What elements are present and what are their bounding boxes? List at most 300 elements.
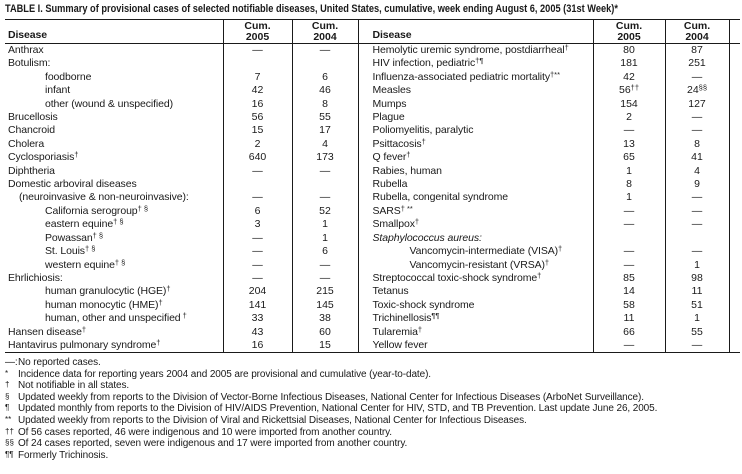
filler-cell	[729, 205, 740, 218]
value-cell	[593, 285, 665, 298]
value-text: —	[252, 271, 263, 284]
value-cell	[593, 165, 665, 178]
value-text: 16	[251, 338, 264, 351]
disease-cell	[5, 84, 223, 97]
value-cell	[292, 138, 358, 151]
filler-cell	[729, 339, 740, 353]
value-cell	[223, 312, 292, 325]
footnote-line	[5, 438, 740, 450]
value-cell	[665, 272, 729, 285]
value-cell	[223, 285, 292, 298]
value-cell	[665, 98, 729, 111]
value-cell	[665, 245, 729, 258]
disease-label: Chancroid	[8, 124, 55, 137]
footnote-marker: † §	[92, 230, 104, 240]
value-cell	[593, 312, 665, 325]
value-cell	[593, 138, 665, 151]
value-cell	[292, 98, 358, 111]
value-cell	[223, 124, 292, 137]
value-text: 1	[626, 164, 632, 177]
value-text: 8	[322, 97, 328, 110]
value-cell	[593, 151, 665, 164]
disease-cell	[358, 165, 593, 178]
value-cell	[665, 165, 729, 178]
disease-label: Hansen disease	[8, 325, 82, 338]
table-row	[5, 84, 740, 97]
value-text: 98	[691, 271, 703, 284]
value-cell	[593, 71, 665, 84]
disease-label: human, other and unspecified	[45, 312, 181, 325]
footnote-marker: ¶¶	[431, 311, 440, 321]
value-text: —	[319, 258, 331, 271]
header-cum-label: Cum.	[311, 20, 339, 32]
filler-cell	[729, 124, 740, 137]
filler-cell	[729, 98, 740, 111]
filler-cell	[729, 272, 740, 285]
footnote-text: No reported cases.	[18, 357, 101, 368]
value-text: 1	[322, 231, 328, 244]
value-cell	[292, 57, 358, 70]
header-cum-label: Cum.	[244, 20, 271, 32]
footnote-marker: †	[5, 380, 10, 390]
value-cell	[665, 44, 729, 58]
value-text: 56	[618, 84, 631, 97]
value-cell	[223, 245, 292, 258]
disease-cell	[358, 285, 593, 298]
value-text: —	[691, 245, 703, 258]
value-text: —	[252, 245, 263, 258]
value-cell	[223, 205, 292, 218]
value-cell	[223, 178, 292, 191]
disease-cell	[5, 259, 223, 272]
value-cell	[593, 259, 665, 272]
value-text: —	[623, 338, 635, 351]
disease-label: Smallpox	[372, 218, 415, 231]
footnote-marker: †	[166, 284, 171, 294]
footnote-line	[5, 403, 740, 415]
value-cell	[665, 191, 729, 204]
disease-label: Botulism:	[8, 57, 51, 70]
value-cell	[292, 299, 358, 312]
header-year-2005: 2005	[617, 30, 641, 43]
value-cell	[292, 272, 358, 285]
value-text: 1	[322, 218, 328, 231]
disease-cell	[5, 299, 223, 312]
footnote-marker: **	[5, 414, 12, 424]
footnote-line	[5, 415, 740, 427]
footnote-marker: †	[537, 270, 542, 280]
value-text: —	[691, 191, 703, 204]
disease-label: St. Louis	[45, 245, 85, 258]
footnote-marker: ¶¶	[5, 449, 14, 459]
footnote-marker: † §	[137, 203, 148, 213]
header-disease-right: Disease	[358, 20, 593, 44]
value-text: 6	[322, 70, 328, 83]
value-cell	[292, 245, 358, 258]
disease-cell	[5, 178, 223, 191]
value-cell	[292, 339, 358, 353]
value-cell	[223, 326, 292, 339]
table-row	[5, 138, 740, 151]
disease-cell	[5, 71, 223, 84]
table-row	[5, 299, 740, 312]
table-row	[5, 218, 740, 231]
value-cell	[665, 124, 729, 137]
value-text: 8	[694, 137, 700, 150]
value-text: 52	[319, 204, 331, 217]
value-text: —	[691, 338, 703, 351]
value-cell	[292, 232, 358, 245]
value-text: 14	[623, 285, 635, 298]
value-text: 141	[248, 298, 267, 311]
footnote-marker: §§	[5, 438, 14, 448]
disease-cell	[5, 245, 223, 258]
value-text: —	[623, 124, 635, 137]
disease-label: Streptococcal toxic-shock syndrome	[372, 271, 538, 284]
footnote-marker: †	[180, 311, 187, 321]
disease-label: human granulocytic (HGE)	[45, 285, 167, 298]
value-cell	[665, 84, 729, 97]
value-cell	[223, 232, 292, 245]
table-row	[5, 339, 740, 353]
value-text: 85	[623, 271, 635, 284]
value-text: 15	[319, 338, 331, 351]
value-text: 24	[686, 84, 699, 97]
disease-cell	[358, 245, 593, 258]
value-cell	[593, 57, 665, 70]
value-cell	[593, 191, 665, 204]
footnote-line	[5, 427, 740, 439]
disease-cell	[5, 191, 223, 204]
value-text: —	[319, 271, 331, 284]
header-year-2005: 2005	[245, 30, 270, 43]
value-text: —	[691, 124, 703, 137]
footnote-marker: †	[417, 324, 423, 334]
filler-cell	[729, 138, 740, 151]
table-row	[5, 232, 740, 245]
filler-cell	[729, 151, 740, 164]
disease-label: Tularemia	[372, 325, 418, 338]
value-text: 204	[248, 285, 267, 298]
footnote-marker: † §	[113, 217, 124, 227]
value-text: —	[252, 44, 263, 56]
footnote-marker: †	[156, 337, 161, 347]
value-text: —	[691, 218, 703, 231]
value-cell	[292, 285, 358, 298]
disease-label: Vancomycin-intermediate (VISA)	[409, 245, 559, 258]
disease-cell	[358, 299, 593, 312]
disease-label: Hemolytic uremic syndrome, postdiarrheal	[372, 44, 565, 56]
table-row	[5, 57, 740, 70]
value-text: —	[252, 258, 263, 271]
disease-label: Ehrlichiosis:	[8, 271, 63, 284]
disease-label: Rabies, human	[372, 164, 442, 177]
footnote-marker: †	[74, 150, 79, 160]
filler-cell	[729, 178, 740, 191]
disease-cell	[358, 205, 593, 218]
disease-cell	[5, 44, 223, 58]
value-cell	[292, 205, 358, 218]
header-disease-left: Disease	[8, 29, 47, 41]
value-text: —	[623, 258, 635, 271]
footnote-text: Updated weekly from reports to the Division of Viral and Rickettsial Diseases, National Center for Infectious Diseases.	[18, 414, 527, 426]
value-text: 41	[691, 151, 703, 164]
value-text: —	[623, 245, 635, 258]
footnote-marker: §	[5, 391, 10, 401]
value-text: —	[319, 44, 331, 56]
value-text: 43	[251, 325, 264, 338]
value-cell	[665, 71, 729, 84]
value-cell	[665, 57, 729, 70]
disease-label: foodborne	[45, 70, 92, 83]
value-cell	[593, 272, 665, 285]
disease-label: eastern equine	[45, 218, 114, 231]
disease-cell	[5, 98, 223, 111]
disease-label: Psittacosis	[372, 137, 422, 150]
value-cell	[292, 312, 358, 325]
header-cum-label: Cum.	[615, 20, 643, 32]
value-text: 17	[319, 124, 331, 137]
value-text: —	[252, 231, 263, 244]
disease-cell	[358, 272, 593, 285]
disease-label: Domestic arboviral diseases	[8, 178, 137, 191]
value-cell	[223, 138, 292, 151]
value-cell	[665, 218, 729, 231]
value-cell	[223, 84, 292, 97]
disease-label: Toxic-shock syndrome	[372, 298, 475, 311]
value-cell	[292, 178, 358, 191]
disease-cell	[358, 98, 593, 111]
value-cell	[223, 191, 292, 204]
footnote-line	[5, 392, 740, 404]
disease-cell	[5, 57, 223, 70]
disease-label: Measles	[372, 84, 411, 97]
value-cell	[593, 245, 665, 258]
header-cum-label: Cum.	[683, 20, 711, 32]
disease-cell	[5, 339, 223, 353]
disease-cell	[5, 165, 223, 178]
value-cell	[223, 151, 292, 164]
disease-cell	[5, 138, 223, 151]
footnote-marker: †	[558, 244, 563, 254]
disease-label: other (wound & unspecified)	[45, 97, 174, 110]
disease-label: Anthrax	[8, 44, 44, 56]
table-row	[5, 124, 740, 137]
header-row	[5, 20, 740, 44]
value-cell	[665, 138, 729, 151]
footnote-text: Not notifiable in all states.	[18, 380, 130, 392]
table-row	[5, 259, 740, 272]
value-cell	[665, 232, 729, 245]
disease-label: Vancomycin-resistant (VRSA)	[409, 258, 545, 271]
disease-label: Poliomyelitis, paralytic	[372, 124, 474, 137]
disease-cell	[5, 312, 223, 325]
value-text: 66	[623, 325, 635, 338]
value-text: 173	[316, 151, 334, 164]
value-text: 58	[623, 298, 635, 311]
filler-cell	[729, 285, 740, 298]
value-text: 13	[623, 137, 635, 150]
disease-label: Diphtheria	[8, 164, 55, 177]
footnote-marker: † **	[400, 203, 413, 213]
value-cell	[292, 165, 358, 178]
value-cell	[223, 339, 292, 353]
value-text: 6	[254, 204, 261, 217]
value-text: 42	[251, 84, 264, 97]
value-text: 55	[691, 325, 703, 338]
footnote-marker: †**	[550, 69, 561, 79]
value-cell	[665, 259, 729, 272]
value-cell	[593, 232, 665, 245]
value-text: —	[319, 164, 331, 177]
disease-label: (neuroinvasive & non-neuroinvasive):	[19, 191, 189, 204]
value-text: 1	[694, 258, 700, 271]
value-text: 8	[626, 178, 632, 191]
value-text: 15	[251, 124, 264, 137]
disease-cell	[5, 232, 223, 245]
disease-label: Trichinellosis	[372, 312, 432, 325]
footnote-marker: ††	[5, 426, 14, 436]
value-cell	[593, 98, 665, 111]
value-text: —	[691, 204, 703, 217]
value-text: 11	[623, 312, 635, 325]
disease-cell	[358, 138, 593, 151]
disease-cell	[358, 71, 593, 84]
disease-label: Rubella, congenital syndrome	[372, 191, 509, 204]
value-text: 154	[620, 97, 638, 110]
footnote-marker: †	[544, 257, 550, 267]
value-cell	[292, 124, 358, 137]
value-text: 1	[694, 312, 700, 325]
value-text: 4	[322, 137, 328, 150]
footnote-marker: §§	[698, 83, 708, 93]
value-cell	[292, 84, 358, 97]
footnote-marker: †	[564, 43, 569, 52]
disease-label: Yellow fever	[372, 338, 428, 351]
value-cell	[593, 124, 665, 137]
value-text: 87	[691, 44, 703, 56]
disease-label: Plague	[372, 111, 405, 124]
table-row	[5, 98, 740, 111]
disease-cell	[358, 326, 593, 339]
disease-cell	[358, 312, 593, 325]
value-cell	[223, 44, 292, 58]
value-text: 11	[691, 285, 703, 298]
footnote-marker: †	[414, 217, 420, 227]
disease-label: Q fever	[372, 151, 407, 164]
value-text: —	[623, 218, 635, 231]
value-text: 38	[319, 312, 331, 325]
value-cell	[292, 151, 358, 164]
table-row	[5, 44, 740, 58]
value-cell	[665, 299, 729, 312]
filler-cell	[729, 44, 740, 58]
disease-label: SARS	[372, 204, 401, 217]
footnote-marker: ††	[630, 83, 640, 93]
value-cell	[223, 98, 292, 111]
value-cell	[223, 272, 292, 285]
filler-cell	[729, 57, 740, 70]
footnote-text: Of 24 cases reported, seven were indigenous and 17 were imported from another country.	[18, 438, 408, 450]
value-text: —	[623, 204, 635, 217]
value-text: 46	[319, 84, 331, 97]
disease-label: human monocytic (HME)	[45, 298, 159, 311]
value-cell	[665, 151, 729, 164]
header-year-2004: 2004	[313, 30, 337, 43]
value-cell	[665, 326, 729, 339]
table-row	[5, 326, 740, 339]
table-row	[5, 285, 740, 298]
disease-cell	[358, 57, 593, 70]
disease-cell	[5, 151, 223, 164]
table-row	[5, 111, 740, 124]
header-cum-2004-left	[292, 20, 358, 44]
value-text: 215	[316, 285, 334, 298]
table-row	[5, 272, 740, 285]
filler-cell	[729, 218, 740, 231]
value-cell	[593, 205, 665, 218]
value-text: 65	[623, 151, 635, 164]
footnote-marker: —:	[5, 357, 18, 368]
disease-cell	[358, 111, 593, 124]
value-cell	[665, 111, 729, 124]
footnote-marker: † §	[114, 257, 126, 267]
filler-cell	[729, 245, 740, 258]
filler-cell	[729, 312, 740, 325]
value-cell	[223, 71, 292, 84]
value-text: 60	[319, 325, 331, 338]
footnote-marker: †	[81, 324, 87, 334]
value-cell	[593, 178, 665, 191]
disease-label: Cholera	[8, 137, 45, 150]
value-text: —	[319, 191, 331, 204]
disease-label: western equine	[45, 258, 115, 271]
value-cell	[665, 205, 729, 218]
value-cell	[292, 44, 358, 58]
value-text: 181	[620, 57, 638, 70]
value-cell	[223, 259, 292, 272]
value-cell	[223, 165, 292, 178]
disease-label: Brucellosis	[8, 111, 58, 124]
value-text: 3	[254, 218, 261, 231]
value-text: 251	[688, 57, 706, 70]
filler-cell	[729, 259, 740, 272]
disease-label: infant	[45, 84, 71, 97]
filler-cell	[729, 326, 740, 339]
footnote-marker: †¶	[475, 56, 484, 66]
value-cell	[223, 111, 292, 124]
disease-label: Mumps	[372, 97, 407, 110]
footnote-marker: †	[421, 136, 426, 146]
disease-label: Tetanus	[372, 285, 409, 298]
notifiable-diseases-table	[5, 19, 740, 353]
disease-cell	[5, 326, 223, 339]
value-cell	[292, 111, 358, 124]
table-row	[5, 71, 740, 84]
table-row	[5, 151, 740, 164]
value-text: 640	[248, 151, 267, 164]
footnote-text: Of 56 cases reported, 46 were indigenous and 10 were imported from another country.	[18, 426, 392, 438]
value-text: 55	[319, 111, 331, 124]
footnote-marker: †	[406, 150, 411, 160]
filler-cell	[729, 84, 740, 97]
value-text: 2	[254, 137, 261, 150]
disease-label: HIV infection, pediatric	[372, 57, 476, 70]
value-cell	[665, 285, 729, 298]
disease-label: Staphylococcus aureus:	[372, 231, 482, 244]
disease-cell	[5, 218, 223, 231]
footnotes-block	[5, 357, 740, 461]
